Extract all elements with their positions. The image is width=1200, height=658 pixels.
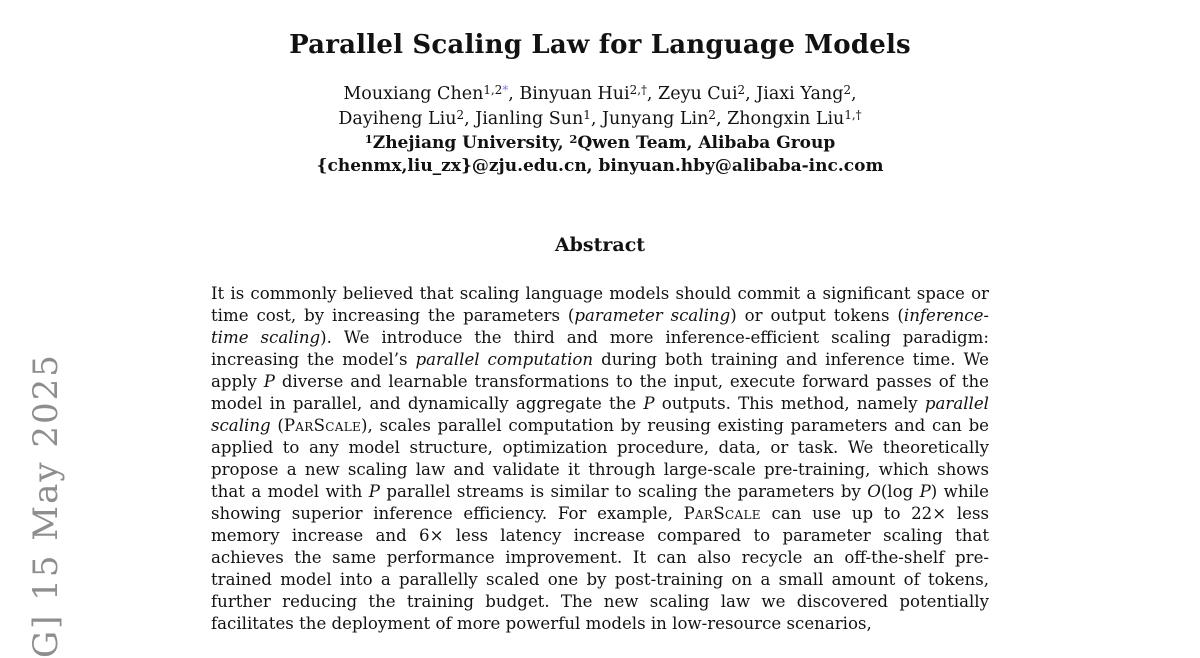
- author-line-2: Dayiheng Liu$^2$, Jianling Sun$^1$, Junyang Lin$^2$, Zhongxin Liu$^{1,\dagger}$: [338, 107, 862, 129]
- abstract-body: It is commonly believed that scaling language models should commit a significant space or time cost, by increasing the parameters (parameter scaling) or output tokens (inference-time scaling). We introduce the third and more inference-efficient scaling paradigm: increasing the model’s parallel computation during both training and inference time. We apply P diverse and learnable transformations to the input, execute forward passes of the model in parallel, and dynamically aggregate the P outputs. This method, namely parallel scaling (ParScale), scales parallel computation by reusing existing parameters and can be applied to any model structure, optimization procedure, data, or task. We theoretically propose a new scaling law and validate it through large-scale pre-training, which shows that a model with P parallel streams is similar to scaling the parameters by O(log P) while showing superior inference efficiency. For example, ParScale can use up to 22× less memory increase and 6× less latency increase compared to parameter scaling that achieves the same performance improvement. It can also recycle an off-the-shelf pre-trained model into a parallelly scaled one by post-training on a small amount of tokens, further reducing the training budget. The new scaling law we discovered potentially facilitates the deployment of more powerful models in low-resource scenarios,: [211, 284, 990, 633]
- arxiv-watermark: G] 15 May 2025: [26, 353, 66, 658]
- email-line: {chenmx,liu_zx}@zju.edu.cn, binyuan.hby@alibaba-inc.com: [316, 156, 884, 176]
- author-line-1: Mouxiang Chen$^{1,2*}$, Binyuan Hui$^{2,\dagger}$, Zeyu Cui$^2$, Jiaxi Yang$^2$,: [343, 82, 857, 104]
- paper-page: [150, 0, 1050, 635]
- paper-title: Parallel Scaling Law for Language Models: [289, 30, 911, 60]
- abstract-heading: Abstract: [554, 234, 646, 256]
- affiliation-line: $^1$Zhejiang University, $^2$Qwen Team, Alibaba Group: [364, 131, 836, 153]
